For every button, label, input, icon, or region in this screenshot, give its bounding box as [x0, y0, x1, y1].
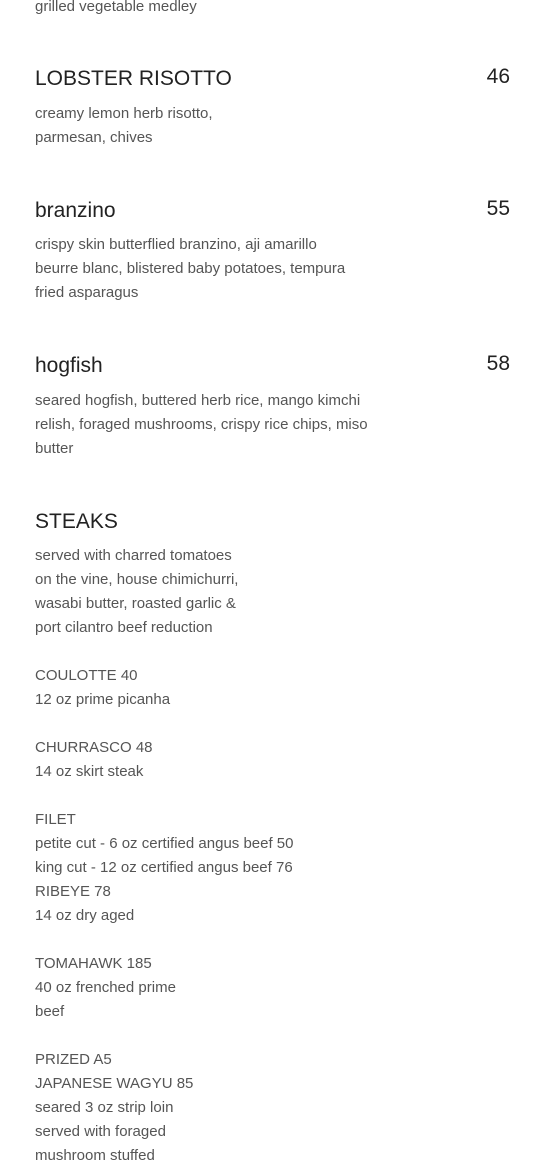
steak-item-line: TOMAHAWK 185: [35, 955, 152, 972]
dish-description-line: seared hogfish, buttered herb rice, mango kimchi: [35, 392, 361, 409]
steak-item-line: JAPANESE WAGYU 85: [35, 1075, 194, 1092]
steak-item-line: COULOTTE 40: [35, 667, 138, 684]
dish-description-line: butter: [35, 440, 74, 457]
steak-item-line: 14 oz dry aged: [35, 907, 135, 924]
dish-price: 58: [486, 352, 510, 375]
steak-item-line: seared 3 oz strip loin: [35, 1099, 174, 1116]
intro-line: grilled vegetable medley: [35, 0, 197, 15]
dish-description-line: fried asparagus: [35, 284, 139, 301]
steak-item-line: PRIZED A5: [35, 1051, 112, 1068]
dish-title: branzino: [35, 199, 116, 222]
steak-item-line: RIBEYE 78: [35, 883, 111, 900]
section-description-line: port cilantro beef reduction: [35, 619, 213, 636]
steak-item-line: 40 oz frenched prime: [35, 979, 176, 996]
steak-item-line: served with foraged: [35, 1123, 166, 1140]
dish-title: LOBSTER RISOTTO: [35, 67, 232, 90]
steak-item-line: mushroom stuffed: [35, 1147, 155, 1164]
steak-item-line: king cut - 12 oz certified angus beef 76: [35, 859, 293, 876]
dish-title: hogfish: [35, 354, 103, 377]
dish-description-line: crispy skin butterflied branzino, aji amarillo: [35, 236, 317, 253]
steak-item-line: 14 oz skirt steak: [35, 763, 144, 780]
steak-item-line: FILET: [35, 811, 76, 828]
dish-description-line: parmesan, chives: [35, 129, 153, 146]
section-description-line: on the vine, house chimichurri,: [35, 571, 239, 588]
dish-price: 46: [486, 65, 510, 88]
dish-price: 55: [486, 197, 510, 220]
dish-description-line: creamy lemon herb risotto,: [35, 105, 213, 122]
dish-description-line: beurre blanc, blistered baby potatoes, tempura: [35, 260, 346, 277]
section-title: STEAKS: [35, 510, 118, 533]
section-description-line: wasabi butter, roasted garlic &: [35, 595, 236, 612]
steak-item-line: beef: [35, 1003, 65, 1020]
section-description-line: served with charred tomatoes: [35, 547, 232, 564]
steak-item-line: CHURRASCO 48: [35, 739, 153, 756]
steak-item-line: 12 oz prime picanha: [35, 691, 171, 708]
dish-description-line: relish, foraged mushrooms, crispy rice chips, miso: [35, 416, 368, 433]
steak-item-line: petite cut - 6 oz certified angus beef 50: [35, 835, 294, 852]
